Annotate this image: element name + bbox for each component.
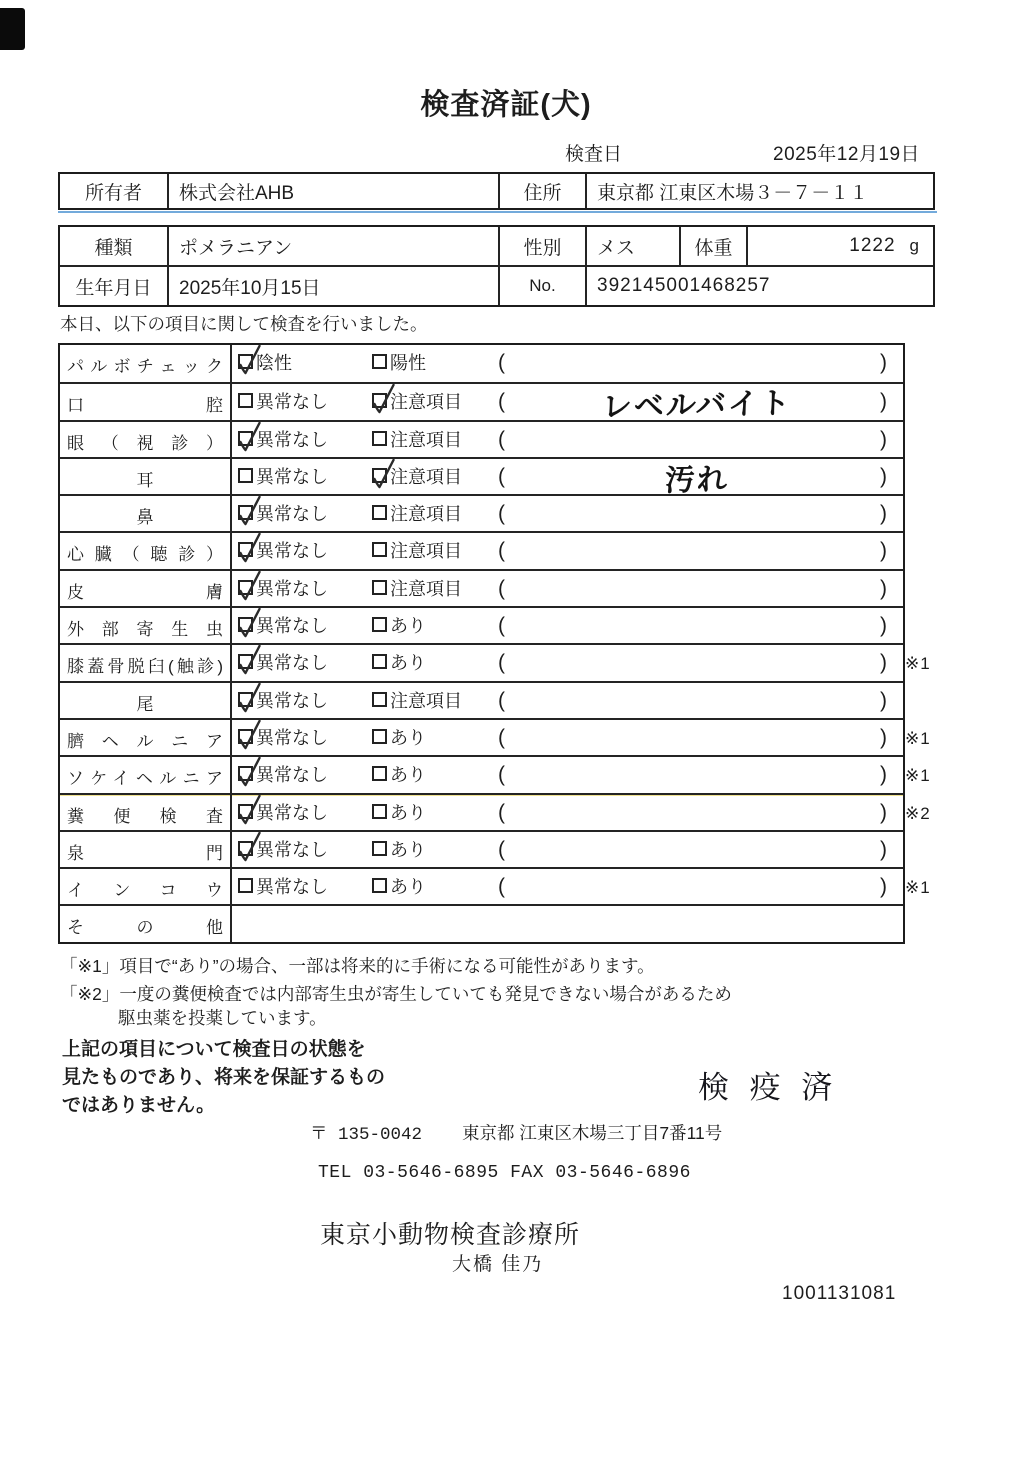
row-options [232,459,903,498]
footnote-ref: ※1 [905,766,931,786]
option1-label: 異常なし [256,541,328,562]
checkbox-option2 [372,878,387,893]
option1-label: 異常なし [256,877,328,898]
footnote-1: 「※1」項目で“あり”の場合、一部は将来的に手術になる可能性があります。 [60,956,655,976]
table-row [60,718,931,755]
owner-value: 株式会社AHB [167,174,498,208]
option2-label: あり [390,653,426,674]
checkbox-option1 [238,841,253,856]
address-value: 東京都 江東区木場３－７－１１ [585,174,933,208]
checkbox-option2 [372,580,387,595]
option1-label: 異常なし [256,839,328,860]
row-options [232,795,903,830]
checkbox-option1 [238,542,253,557]
birthdate-value: 2025年10月15日 [167,267,498,305]
row-options [232,608,903,643]
option2-label: 注意項目 [390,578,462,599]
paren-open-mark: ( [498,539,505,563]
row-label: 口腔 [60,384,232,419]
option2-label: 注意項目 [390,541,462,562]
checkbox-option2 [372,692,387,707]
option1-label: 異常なし [256,727,328,748]
row-options [232,720,903,755]
option1-label: 異常なし [256,392,328,413]
option2 [372,616,426,636]
paren-open-mark: ( [498,651,505,675]
row-label: 膝蓋骨脱臼(触診) [60,645,232,680]
checkmark-icon [236,755,263,789]
table-row [60,494,903,531]
option1 [238,616,328,636]
option2 [372,840,426,860]
row-options [232,571,903,606]
page-title: 検査済証(犬) [420,89,592,121]
checkbox-option1 [238,505,253,520]
table-row [60,531,903,568]
checkbox-option2 [372,542,387,557]
row-label: 眼（視診） [60,422,232,457]
row-options [232,496,903,531]
footnote-2: 「※2」一度の糞便検査では内部寄生虫が寄生していても発見できない場合があるため [60,984,732,1004]
option2-label: 注意項目 [390,392,462,413]
paren-open-mark: ( [498,763,505,787]
row-options [232,757,903,792]
checkbox-option2 [372,354,387,369]
option1 [238,430,328,450]
table-row [60,793,931,830]
number-label: No. [498,267,585,305]
option2 [372,877,426,897]
disclaimer-line3: ではありません。 [62,1095,216,1116]
table-row [60,569,903,606]
paren-close-mark: ) [880,763,887,787]
scan-artifact-mark [0,8,25,50]
table-row [60,345,903,382]
option2-label: 注意項目 [390,504,462,525]
option1-label: 陰性 [256,353,292,373]
option2-label: 注意項目 [390,429,462,450]
option1 [238,353,292,373]
option2 [372,765,426,785]
row-label: インコウ [60,869,232,904]
weight-value: 1222 [746,227,910,265]
option2 [372,392,462,412]
option1-label: 異常なし [256,690,328,711]
sex-label: 性別 [498,227,585,265]
paren-open-mark: ( [498,800,505,824]
footnote-ref: ※2 [905,803,931,823]
inspection-date-label: 検査日 [565,144,623,165]
paren-open-mark: ( [498,614,505,638]
option2 [372,803,426,823]
row-label: 臍ヘルニア [60,720,232,755]
checkmark-icon [370,457,397,491]
checkmark-icon [236,606,263,640]
option1-label: 異常なし [256,616,328,637]
table-row [60,830,903,867]
option1-label: 異常なし [256,653,328,674]
pet-table [58,225,935,307]
option2 [372,353,426,373]
checkbox-option1 [238,354,253,369]
paren-open-mark: ( [498,390,505,414]
checkbox-option1 [238,692,253,707]
paren-open-mark: ( [498,464,505,488]
weight-unit: g [909,236,919,255]
disclaimer-line1: 上記の項目について検査日の状態を [62,1039,366,1060]
option1 [238,392,328,412]
checkmark-icon [236,531,263,565]
checkbox-option1 [238,431,253,446]
table-row [60,227,933,265]
checkmark-icon [236,681,263,715]
table-row [60,681,903,718]
option1 [238,653,328,673]
paren-open-mark: ( [498,427,505,451]
option2 [372,579,462,599]
option2-label: あり [390,877,426,898]
option2-label: あり [390,616,426,637]
row-label: 鼻 [60,496,232,531]
weight-label: 体重 [679,227,746,265]
paren-open-mark: ( [498,837,505,861]
handwritten-note: 汚れ [664,463,730,498]
footnote-2-cont: 駆虫薬を投薬しています。 [118,1008,327,1028]
row-label: 糞便検査 [60,795,232,830]
checkmark-icon [236,793,263,827]
option2-label: 注意項目 [390,690,462,711]
option1 [238,877,328,897]
row-label: パルボチェック [60,345,232,382]
option2-label: 注意項目 [390,466,462,487]
option1 [238,765,328,785]
checkbox-option1 [238,878,253,893]
owner-table [58,172,935,210]
option2-label: あり [390,802,426,823]
clinic-name: 東京小動物検査診療所 [320,1221,581,1249]
footnote-ref: ※1 [905,878,931,898]
footnote-ref: ※1 [905,728,931,748]
clinic-tel-fax: TEL 03-5646-6895 FAX 03-5646-6896 [318,1163,691,1183]
row-options [232,345,903,382]
clinic-address: 東京都 江東区木場三丁目7番11号 [462,1123,723,1143]
option1 [238,803,328,823]
paren-close-mark: ) [880,614,887,638]
paren-close-mark: ) [880,464,887,488]
option2 [372,653,426,673]
checkbox-option1 [238,617,253,632]
option2-label: あり [390,765,426,786]
checkbox-option1 [238,729,253,744]
checkbox-option1 [238,580,253,595]
row-options [232,384,903,425]
checkbox-option2 [372,468,387,483]
paren-open-mark: ( [498,576,505,600]
checkmark-icon [236,569,263,603]
row-label: その他 [60,906,232,941]
checkbox-option2 [372,617,387,632]
paren-close-mark: ) [880,800,887,824]
option1-label: 異常なし [256,466,328,487]
intro-text: 本日、以下の項目に関して検査を行いました。 [60,314,428,334]
disclaimer-text [62,1036,385,1120]
table-row [60,755,931,792]
option2 [372,541,462,561]
clinic-postal-code: 〒 135-0042 [310,1125,423,1145]
row-label: 泉門 [60,832,232,867]
number-value: 392145001468257 [585,267,933,305]
option1 [238,541,328,561]
paren-open-mark: ( [498,875,505,899]
option1 [238,691,328,711]
paren-close-mark: ) [880,688,887,712]
option1-label: 異常なし [256,765,328,786]
checkbox-option1 [238,468,253,483]
row-options [232,832,903,867]
checkbox-option1 [238,766,253,781]
paren-close-mark: ) [880,502,887,526]
paren-close-mark: ) [880,390,887,414]
option2 [372,691,462,711]
paren-close-mark: ) [880,539,887,563]
table-row [60,382,903,425]
checkbox-option2 [372,729,387,744]
option1 [238,840,328,860]
checkbox-option2 [372,654,387,669]
row-options [232,906,903,941]
row-options [232,645,903,680]
paren-close-mark: ) [880,351,887,374]
paren-close-mark: ) [880,725,887,749]
row-options [232,533,903,568]
paren-close-mark: ) [880,837,887,861]
paren-open-mark: ( [498,688,505,712]
option2 [372,728,426,748]
option1 [238,579,328,599]
row-label: 尾 [60,683,232,718]
option1-label: 異常なし [256,429,328,450]
paren-close-mark: ) [880,427,887,451]
paren-close-mark: ) [880,875,887,899]
handwritten-note: レベルバイト [601,387,793,425]
table-row [60,867,931,904]
checkmark-icon [236,643,263,677]
checkmark-icon [370,382,397,416]
row-options [232,422,903,457]
checkbox-option2 [372,393,387,408]
row-label: 皮膚 [60,571,232,606]
option1-label: 異常なし [256,578,328,599]
row-label: 外部寄生虫 [60,608,232,643]
checkmark-icon [236,420,263,454]
table-row [60,420,903,457]
sex-value: メス [585,227,679,265]
owner-label: 所有者 [84,182,142,204]
birthdate-label: 生年月日 [75,277,152,299]
table-row [60,643,931,680]
option2 [372,467,462,487]
checkbox-option2 [372,804,387,819]
row-label: ソケイヘルニア [60,757,232,792]
option2-label: あり [390,839,426,860]
table-row [60,174,933,208]
row-label: 耳 [60,459,232,494]
checkmark-icon [236,343,263,377]
document-number: 1001131081 [782,1283,897,1304]
row-label: 心臓（聴診） [60,533,232,568]
checkbox-option2 [372,431,387,446]
option1-label: 異常なし [256,802,328,823]
table-row [60,457,903,498]
examiner-name: 大橋 佳乃 [452,1254,544,1275]
checkmark-icon [236,494,263,528]
address-label: 住所 [498,174,585,208]
row-options [232,869,903,904]
paren-open-mark: ( [498,725,505,749]
checkbox-option2 [372,505,387,520]
option2-label: 陽性 [390,353,426,373]
checkbox-option1 [238,804,253,819]
checkbox-option2 [372,841,387,856]
option1 [238,504,328,524]
breed-label: 種類 [94,237,133,259]
row-options [232,683,903,718]
quarantine-stamp: 検 疫 済 [698,1070,839,1105]
option1 [238,467,328,487]
option2 [372,504,462,524]
breed-value: ポメラニアン [167,227,498,265]
footnote-ref: ※1 [905,654,931,674]
checkmark-icon [236,718,263,752]
paren-open-mark: ( [498,351,505,374]
paren-close-mark: ) [880,576,887,600]
inspection-date-value: 2025年12月19日 [773,144,921,165]
inspection-table [58,343,931,944]
disclaimer-line2: 見たものであり、将来を保証するもの [62,1067,386,1088]
paren-open-mark: ( [498,502,505,526]
option1 [238,728,328,748]
checkbox-option2 [372,766,387,781]
option2-label: あり [390,727,426,748]
handwritten-note [522,337,872,344]
table-row [60,606,903,643]
table-row [60,904,903,941]
checkbox-option1 [238,393,253,408]
table-row [60,265,933,305]
option1-label: 異常なし [256,504,328,525]
checkmark-icon [236,830,263,864]
option2 [372,430,462,450]
checkbox-option1 [238,654,253,669]
paren-close-mark: ) [880,651,887,675]
scan-artifact-line [58,211,937,213]
